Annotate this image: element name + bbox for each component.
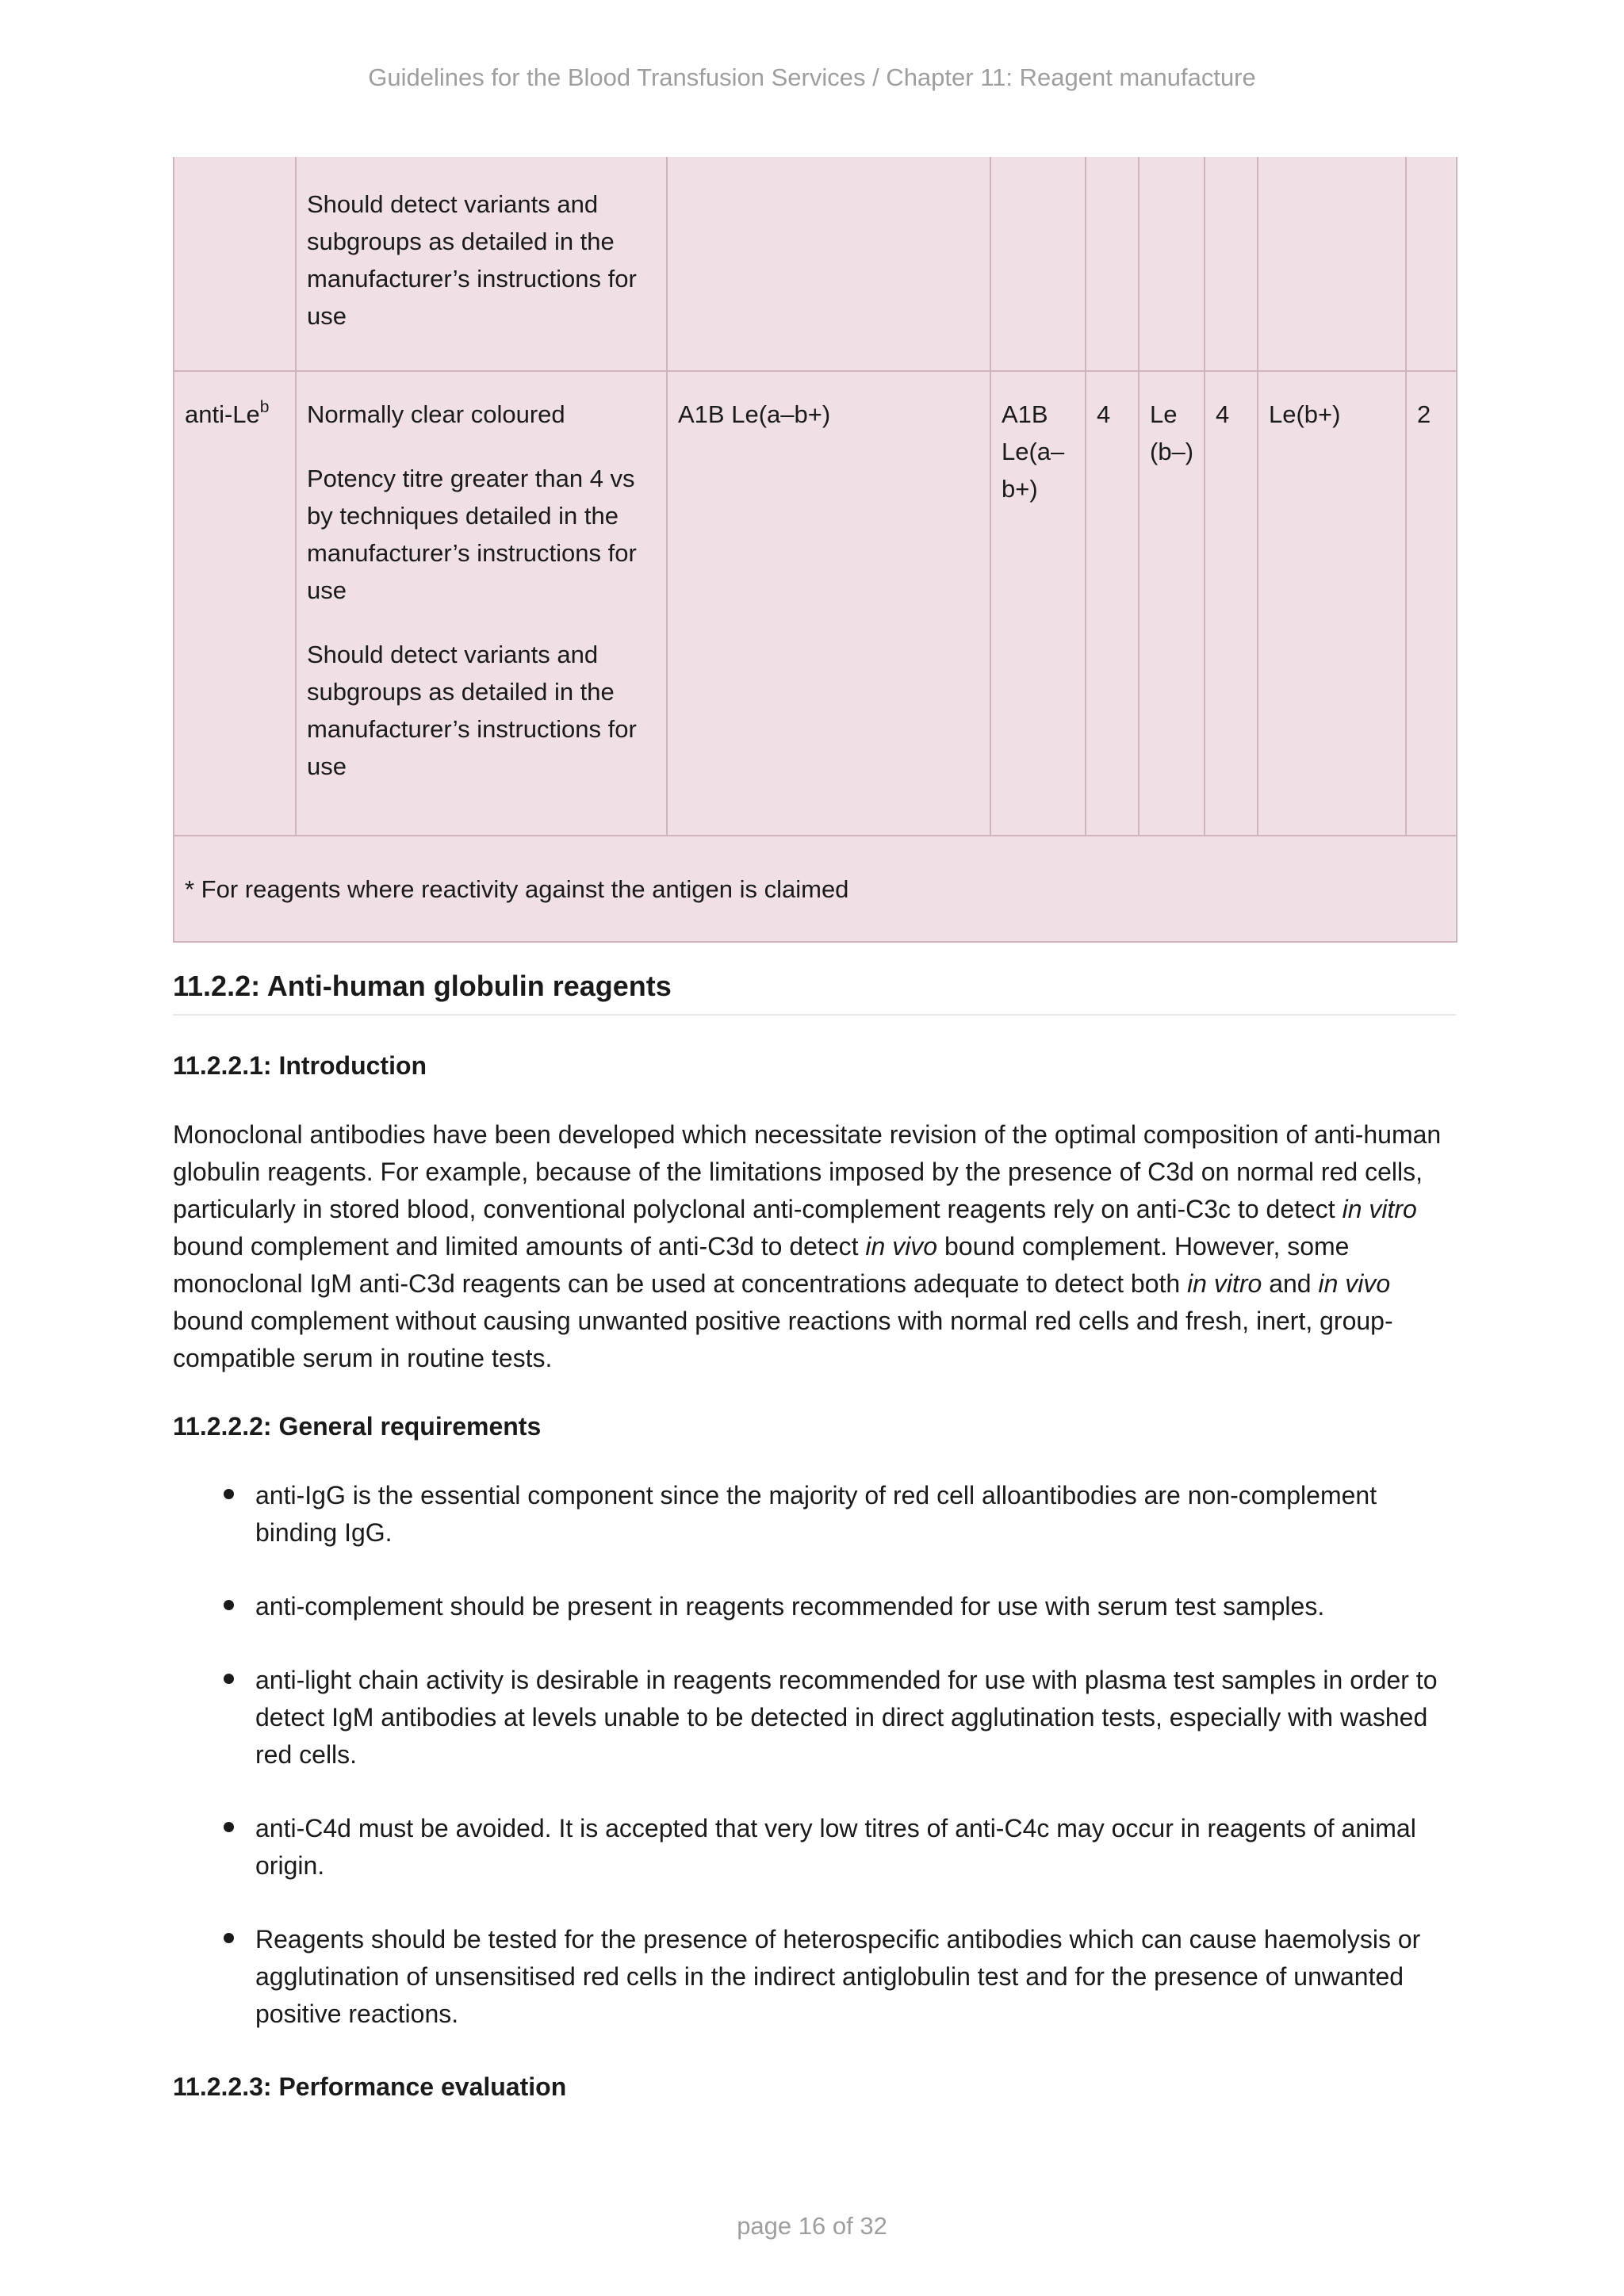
reagent-superscript: b — [259, 398, 270, 416]
table-cell: 2 — [1406, 371, 1457, 836]
table-cell — [1205, 157, 1258, 371]
subsection-heading-wrapper — [173, 2072, 1456, 2102]
table-cell — [1086, 157, 1139, 371]
reagent-name-cell — [174, 371, 296, 836]
list-item-text: Reagents should be tested for the presence of heterospecific antibodies which can cause haemolysis or agglutination of unsensitised red cells in the indirect antiglobulin test and for the presence of unwanted positive reactions. — [255, 1925, 1421, 2028]
italic-run: in vitro — [1342, 1195, 1417, 1223]
reagent-name: anti-Le — [185, 400, 260, 428]
cell-text: Should detect variants and subgroups as detailed in the manufacturer’s instructions for use — [307, 641, 637, 780]
subsection-heading-general-requirements: 11.2.2.2: General requirements — [173, 1412, 542, 1441]
list-item — [255, 1477, 1456, 1552]
table-cell: A1B Le(a–b+) — [667, 371, 990, 836]
list-item — [255, 1810, 1456, 1885]
list-item-text: anti-light chain activity is desirable in reagents recommended for use with plasma test samples in order to detect IgM antibodies at levels unable to be detected in direct agglutination tests, especially with washed red cells. — [255, 1666, 1438, 1769]
requirements-list — [173, 1477, 1456, 2033]
table-cell — [1258, 157, 1406, 371]
list-item-text: anti-IgG is the essential component since the majority of red cell alloantibodies are non-complement binding IgG. — [255, 1481, 1377, 1547]
page-number: page 16 of 32 — [737, 2212, 887, 2240]
requirements-list-wrapper — [173, 1477, 1456, 2033]
reagent-spec-table — [173, 157, 1457, 943]
table-cell — [1139, 157, 1205, 371]
section-heading: 11.2.2: Anti-human globulin reagents — [173, 970, 1456, 1016]
table-cell: 4 — [1086, 371, 1139, 836]
section-heading-wrapper — [173, 970, 1456, 1016]
cell-text: Normally clear coloured — [307, 400, 565, 428]
intro-paragraph-wrapper — [173, 1116, 1456, 1377]
list-item — [255, 1588, 1456, 1625]
text-run: and — [1262, 1269, 1319, 1298]
list-item — [255, 1662, 1456, 1774]
table-row — [174, 836, 1457, 942]
bullet-icon — [224, 1674, 234, 1684]
table-cell: 4 — [1205, 371, 1258, 836]
text-run: bound complement. However, some monoclonal IgM anti-C3d reagents can be used at concentrations adequate to detect both — [173, 1232, 1350, 1298]
bullet-icon — [224, 1600, 234, 1610]
subsection-heading-performance-evaluation: 11.2.2.3: Performance evaluation — [173, 2072, 567, 2101]
intro-paragraph — [173, 1116, 1456, 1377]
bullet-icon — [224, 1933, 234, 1943]
table-cell — [667, 157, 990, 371]
table-cell — [174, 157, 296, 371]
list-item — [255, 1921, 1456, 2033]
text-run: bound complement without causing unwanted positive reactions with normal red cells and fresh, inert, group-compatible serum in routine tests. — [173, 1307, 1393, 1372]
cell-text: Potency titre greater than 4 vs by techniques detailed in the manufacturer’s instructions for use — [307, 465, 637, 604]
table-row — [174, 371, 1457, 836]
subsection-heading-wrapper — [173, 1051, 1456, 1081]
cell-text: Should detect variants and subgroups as detailed in the manufacturer’s instructions for use — [307, 190, 637, 330]
italic-run: in vitro — [1187, 1269, 1262, 1298]
italic-run: in vivo — [1318, 1269, 1391, 1298]
table-cell: A1B Le(a–b+) — [990, 371, 1086, 836]
subsection-heading-wrapper — [173, 1412, 1456, 1441]
list-item-text: anti-complement should be present in reagents recommended for use with serum test samples. — [255, 1592, 1325, 1621]
italic-run: in vivo — [865, 1232, 938, 1261]
table-cell — [296, 157, 667, 371]
bullet-icon — [224, 1489, 234, 1499]
bullet-icon — [224, 1822, 234, 1832]
list-item-text: anti-C4d must be avoided. It is accepted that very low titres of anti-C4c may occur in reagents of animal origin. — [255, 1814, 1416, 1880]
table-cell — [990, 157, 1086, 371]
table-cell — [296, 371, 667, 836]
running-header: Guidelines for the Blood Transfusion Services / Chapter 11: Reagent manufacture — [368, 63, 1256, 91]
table-cell: Le (b–) — [1139, 371, 1205, 836]
table-cell: Le(b+) — [1258, 371, 1406, 836]
table-row — [174, 157, 1457, 371]
table-cell — [1406, 157, 1457, 371]
table-footnote: * For reagents where reactivity against the antigen is claimed — [174, 836, 1457, 942]
subsection-heading-introduction: 11.2.2.1: Introduction — [173, 1051, 427, 1080]
text-run: bound complement and limited amounts of anti-C3d to detect — [173, 1232, 866, 1261]
text-run: Monoclonal antibodies have been developed which necessitate revision of the optimal composition of anti-human globulin reagents. For example, because of the limitations imposed by the presence of C3d on normal red cells, particularly in stored blood, conventional polyclonal anti-complement reagents rely on anti-C3c to detect — [173, 1120, 1442, 1223]
